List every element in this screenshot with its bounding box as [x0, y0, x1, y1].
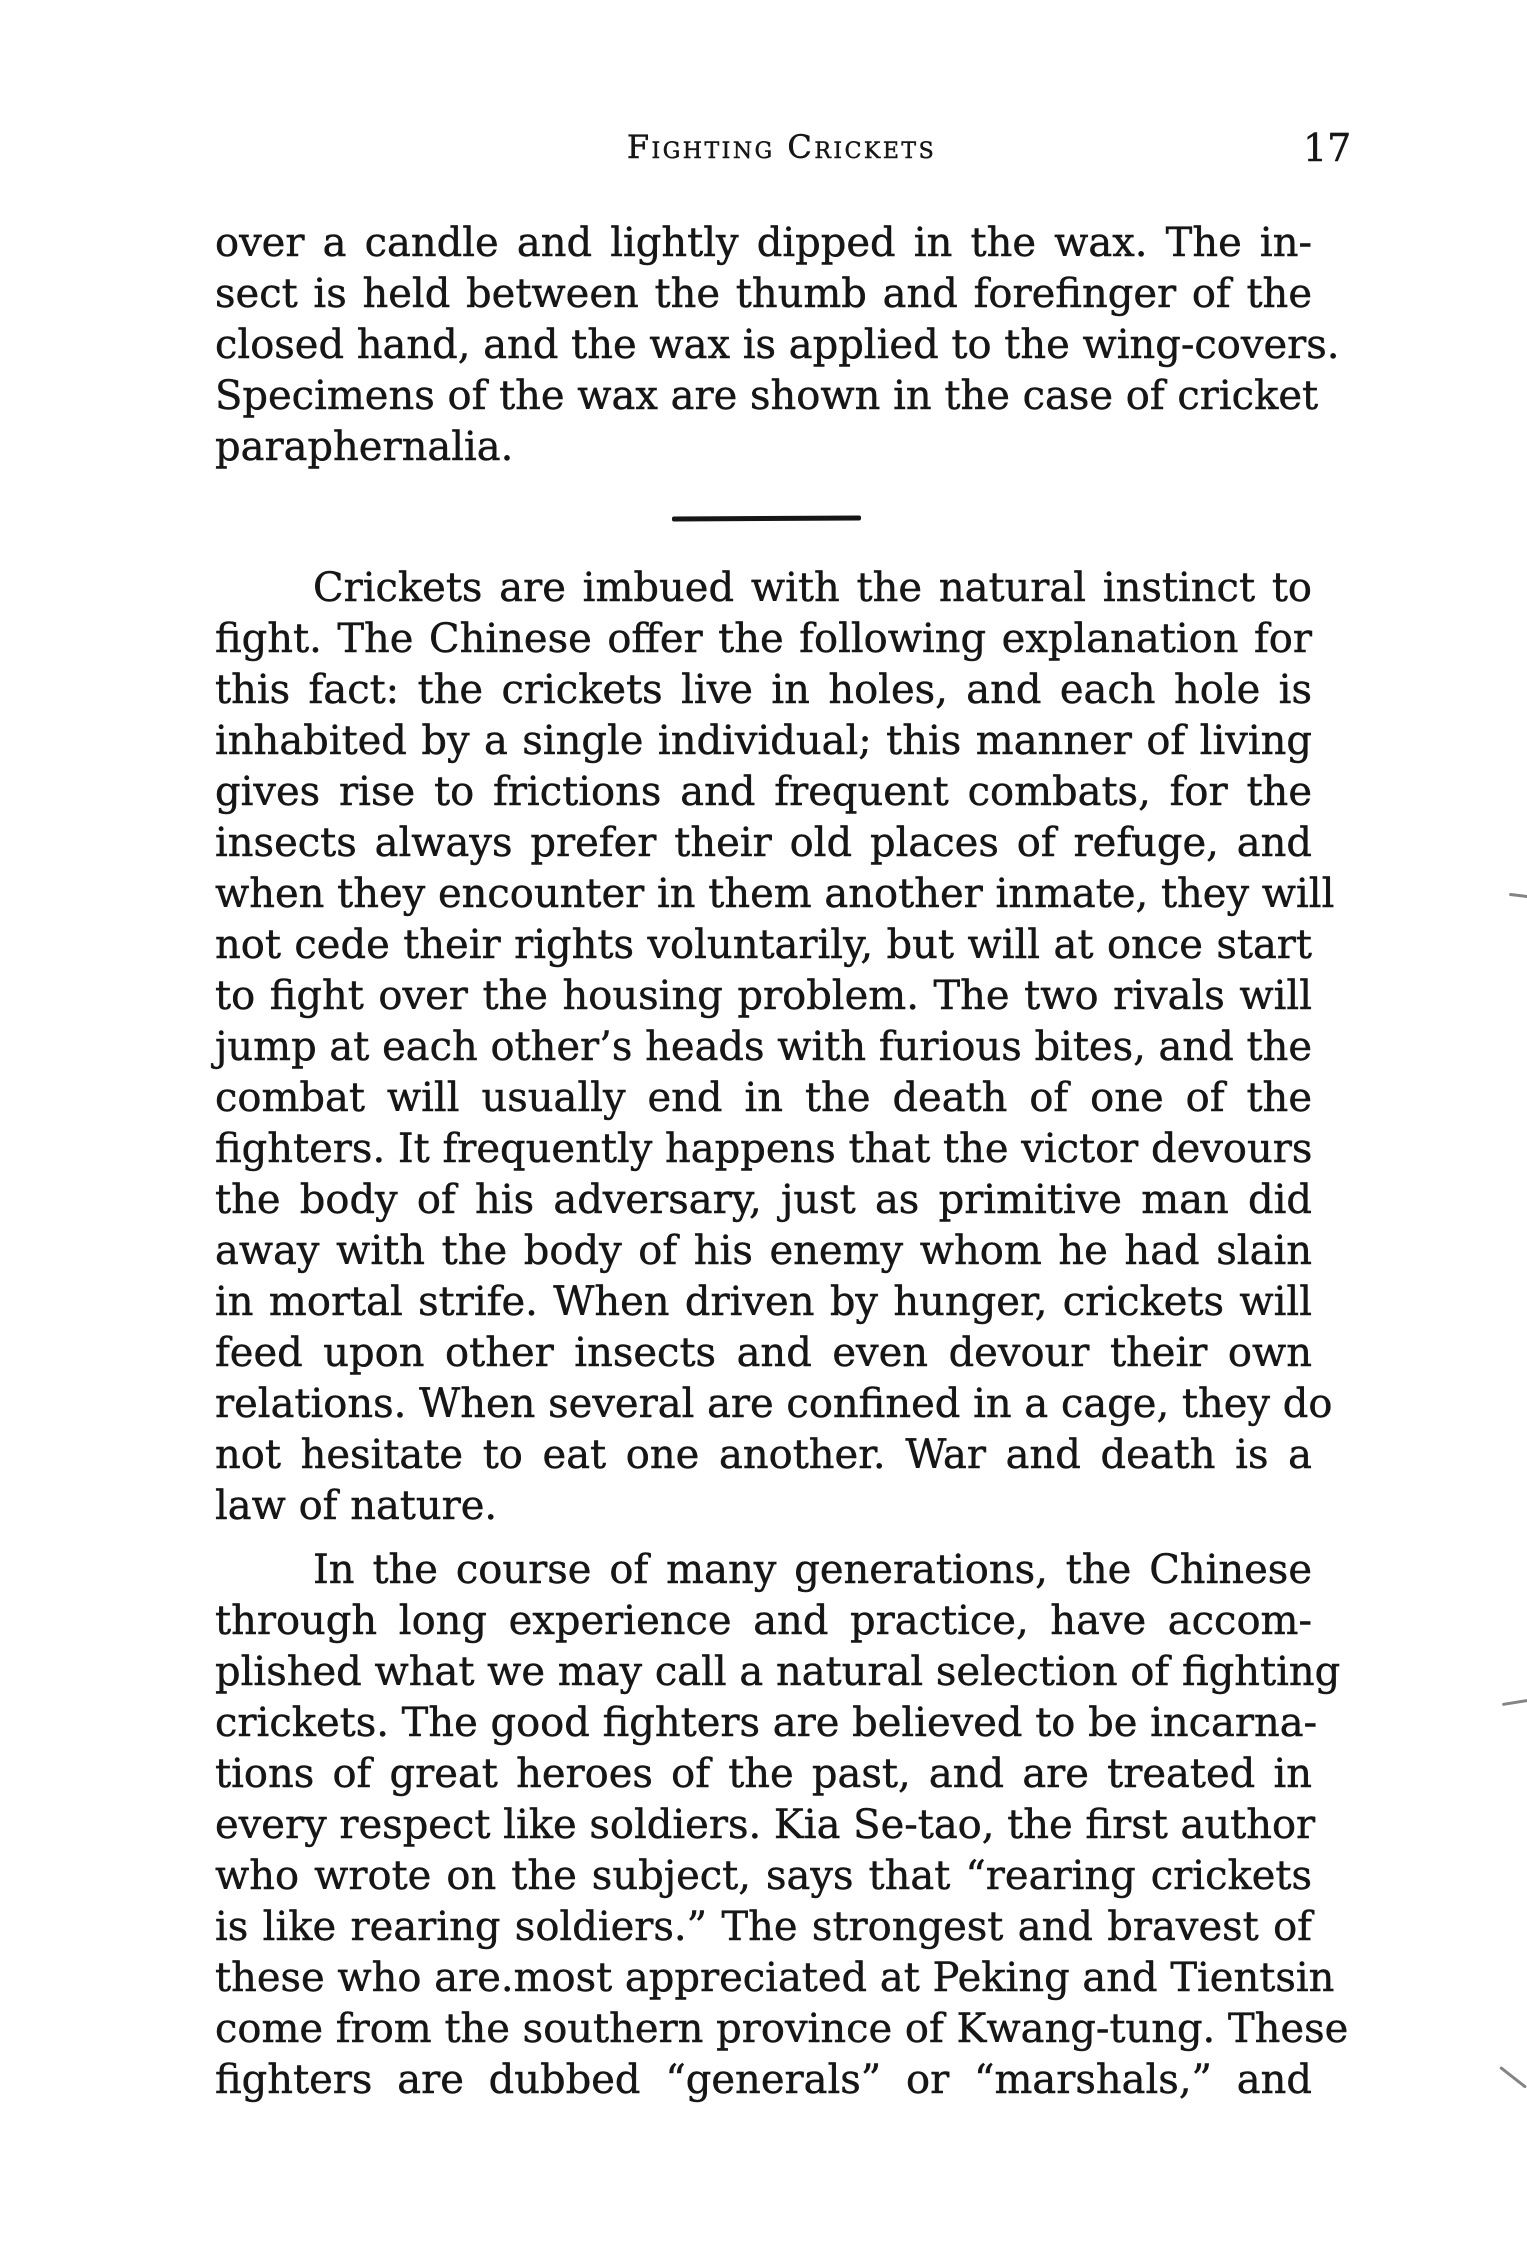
text-line: inhabited by a single individual; this manner of living [215, 718, 1312, 764]
text-line: sect is held between the thumb and forefinger of the [215, 271, 1312, 317]
text-line: come from the southern province of Kwang-tung. These [215, 2006, 1349, 2052]
text-line: crickets. The good fighters are believed to be incarna- [215, 1700, 1318, 1746]
text-line: this fact: the crickets live in holes, and each hole is [215, 667, 1312, 713]
text-line: these who are.most appreciated at Peking and Tientsin [215, 1955, 1335, 2001]
text-line: not hesitate to eat one another. War and death is a [215, 1432, 1312, 1478]
text-line: who wrote on the subject, says that “rearing crickets [215, 1853, 1312, 1899]
running-header-title: Fighting Crickets [626, 128, 937, 166]
text-line: fighters are dubbed “generals” or “marshals,” and [215, 2057, 1312, 2103]
text-line: away with the body of his enemy whom he had slain [215, 1228, 1312, 1274]
text-line: In the course of many generations, the Chinese [313, 1547, 1312, 1593]
text-line: law of nature. [215, 1483, 498, 1529]
text-line: combat will usually end in the death of one of the [215, 1075, 1312, 1121]
text-line: fighters. It frequently happens that the victor devours [215, 1126, 1313, 1172]
text-line: through long experience and practice, have accom- [215, 1598, 1312, 1644]
section-divider-rule [672, 516, 861, 522]
text-line: insects always prefer their old places of refuge, and [215, 820, 1312, 866]
scratch-mark [1499, 2066, 1527, 2089]
text-line: closed hand, and the wax is applied to the wing-covers. [215, 322, 1340, 368]
text-line: fight. The Chinese offer the following explanation for [215, 616, 1312, 662]
text-line: when they encounter in them another inmate, they will [215, 871, 1335, 917]
scratch-mark [1509, 893, 1527, 898]
text-line: plished what we may call a natural selection of fighting [215, 1649, 1341, 1695]
text-line: paraphernalia. [215, 424, 514, 470]
scratch-mark [1502, 1699, 1527, 1706]
text-line: Crickets are imbued with the natural instinct to [313, 565, 1312, 611]
page-number: 17 [1303, 126, 1352, 170]
text-line: in mortal strife. When driven by hunger, crickets will [215, 1279, 1312, 1325]
text-line: tions of great heroes of the past, and are treated in [215, 1751, 1312, 1797]
text-line: not cede their rights voluntarily, but will at once start [215, 922, 1312, 968]
text-line: is like rearing soldiers.” The strongest and bravest of [215, 1904, 1312, 1950]
text-line: Specimens of the wax are shown in the case of cricket [215, 373, 1319, 419]
text-line: gives rise to frictions and frequent combats, for the [215, 769, 1312, 815]
text-line: over a candle and lightly dipped in the wax. The in- [215, 220, 1312, 266]
text-line: the body of his adversary, just as primitive man did [215, 1177, 1312, 1223]
paragraph-fighting-instinct [215, 563, 1335, 1532]
paragraph-wax-application [215, 218, 1340, 473]
text-line: feed upon other insects and even devour their own [215, 1330, 1312, 1376]
text-line: jump at each other’s heads with furious bites, and the [215, 1024, 1312, 1070]
paragraph-natural-selection [215, 1545, 1349, 2106]
text-line: every respect like soldiers. Kia Se-tao, the first author [215, 1802, 1316, 1848]
text-line: relations. When several are confined in a cage, they do [215, 1381, 1333, 1427]
text-line: to fight over the housing problem. The two rivals will [215, 973, 1312, 1019]
